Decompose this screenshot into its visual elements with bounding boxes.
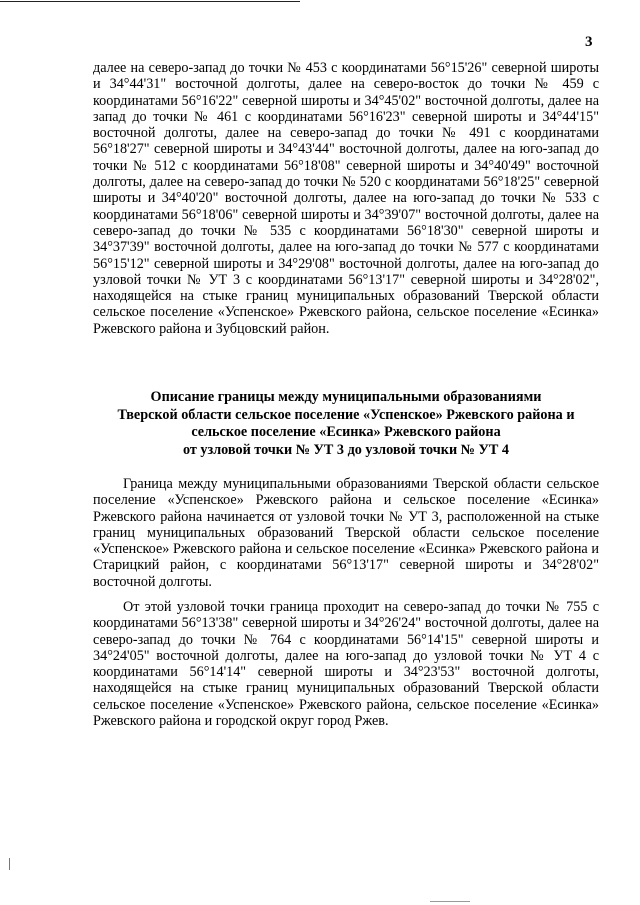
page-number: 3 (585, 34, 593, 50)
section-heading (93, 389, 599, 459)
paragraph-boundary-start: Граница между муниципальными образованиями Тверской области сельское поселение «Успенское» Ржевского района и сельское поселение «Есинка» Ржевского района начинается от узловой точки № УТ 3, расположенной на стыке границ муниципальных образований Тверской области сельское поселение «Успенское» Ржевского района и сельское поселение «Есинка» Ржевского района и Старицкий район, с координатами 56°13'17" северной широты и 34°28'02" восточной долготы. (93, 476, 599, 590)
section-heading-line-1: Описание границы между муниципальными образованиями (150, 389, 542, 405)
top-edge-rule (0, 1, 300, 2)
paragraph-boundary-route: От этой узловой точки граница проходит на северо-запад до точки № 755 с координатами 56°13'38" северной широты и 34°26'24" восточной долготы, далее на северо-запад до точки № 764 с координатами 56°14'15" северной широты и 34°24'05" восточной долготы, далее на юго-запад до узловой точки № УТ 4 с координатами 56°14'14" северной широты и 34°23'53" восточной долготы, находящейся на стыке границ муниципальных образований Тверской области сельское поселение «Успенское» Ржевского района, сельское поселение «Есинка» Ржевского района и городской округ город Ржев. (93, 599, 599, 730)
section-heading-line-3: сельское поселение «Есинка» Ржевского района (191, 424, 501, 440)
paragraph-boundary-continuation: далее на северо-запад до точки № 453 с координатами 56°15'26" северной широты и 34°44'31" восточной долготы, далее на северо-восток до точки № 459 с координатами 56°16'22" северной широты и 34°45'02" восточной долготы, далее на запад до точки № 461 с координатами 56°16'23" северной широты и 34°44'15" восточной долготы, далее на северо-запад до точки № 491 с координатами 56°18'27" северной широты и 34°43'44" восточной долготы, далее на юго-запад до точки № 512 с координатами 56°18'08" северной широты и 34°40'49" восточной долготы, далее на северо-запад до точки № 520 с координатами 56°18'25" северной широты и 34°40'20" восточной долготы, далее на юго-запад до точки № 533 с координатами 56°18'06" северной широты и 34°39'07" восточной долготы, далее на северо-запад до точки № 535 с координатами 56°18'30" северной широты и 34°37'39" восточной долготы, далее на юго-запад до точки № 577 с координатами 56°15'12" северной широты и 34°29'08" восточной долготы, далее на юго-запад до узловой точки № УТ 3 с координатами 56°13'17" северной широты и 34°28'02", находящейся на стыке границ муниципальных образований Тверской области сельское поселение «Успенское» Ржевского района, сельское поселение «Есинка» Ржевского района и Зубцовский район. (93, 60, 599, 337)
section-heading-line-2: Тверской области сельское поселение «Успенское» Ржевского района и (117, 406, 575, 423)
scan-margin-mark (9, 858, 10, 870)
section-heading-line-4: от узловой точки № УТ 3 до узловой точки № УТ 4 (183, 441, 509, 458)
scan-bottom-mark (430, 901, 470, 902)
